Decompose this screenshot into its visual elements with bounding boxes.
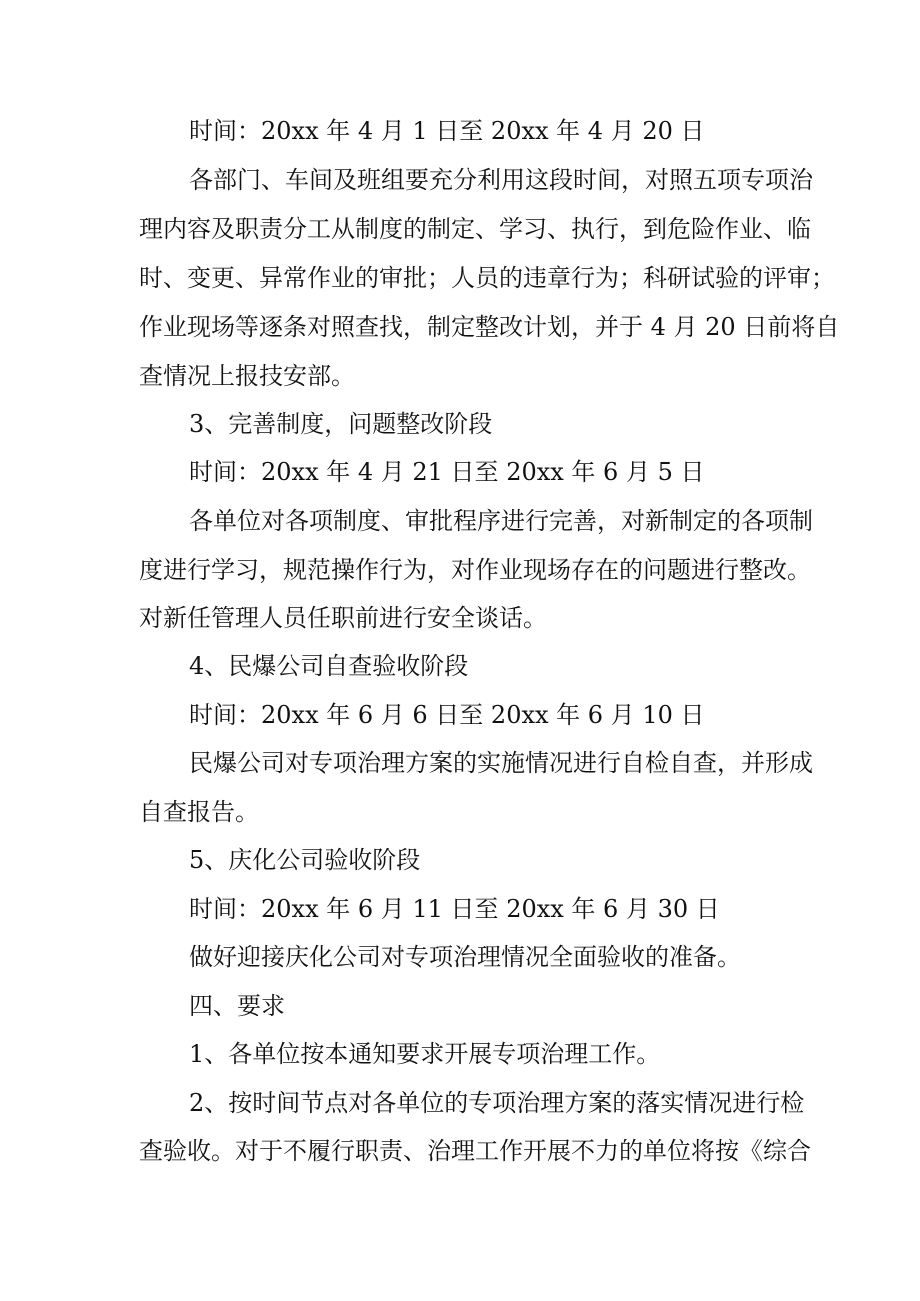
text-line: 查情况上报技安部。 [139, 362, 355, 390]
list-item-2: 2、按时间节点对各单位的专项治理方案的落实情况进行检 [189, 1089, 805, 1117]
text-line: 查验收。对于不履行职责、治理工作开展不力的单位将按《综合 [139, 1137, 811, 1165]
text-line: 作业现场等逐条对照查找，制定整改计划，并于 4 月 20 日前将自 [139, 313, 840, 341]
text-line-paragraph-start: 民爆公司对专项治理方案的实施情况进行自检自查，并形成 [189, 749, 813, 777]
text-line: 对新任管理人员任职前进行安全谈话。 [139, 604, 547, 632]
text-line-paragraph-start: 各部门、车间及班组要充分利用这段时间，对照五项专项治 [189, 166, 813, 194]
text-line-timeframe-3: 时间：20xx 年 4 月 21 日至 20xx 年 6 月 5 日 [189, 458, 705, 486]
text-line-paragraph-start: 各单位对各项制度、审批程序进行完善，对新制定的各项制 [189, 507, 813, 535]
text-line-timeframe-1: 时间：20xx 年 4 月 1 日至 20xx 年 4 月 20 日 [189, 117, 705, 145]
section-heading-requirements: 四、要求 [189, 992, 285, 1020]
text-line: 时、变更、异常作业的审批；人员的违章行为；科研试验的评审； [139, 264, 835, 292]
section-heading-3: 3、完善制度，问题整改阶段 [189, 410, 493, 438]
text-line: 度进行学习，规范操作行为，对作业现场存在的问题进行整改。 [139, 556, 811, 584]
text-line: 自查报告。 [139, 798, 259, 826]
section-heading-5: 5、庆化公司验收阶段 [189, 846, 421, 874]
text-line-timeframe-5: 时间：20xx 年 6 月 11 日至 20xx 年 6 月 30 日 [189, 895, 720, 923]
text-line-paragraph-start: 做好迎接庆化公司对专项治理情况全面验收的准备。 [189, 943, 741, 971]
text-line: 理内容及职责分工从制度的制定、学习、执行，到危险作业、临 [139, 215, 811, 243]
section-heading-4: 4、民爆公司自查验收阶段 [189, 652, 469, 680]
list-item-1: 1、各单位按本通知要求开展专项治理工作。 [189, 1040, 661, 1068]
text-line-timeframe-4: 时间：20xx 年 6 月 6 日至 20xx 年 6 月 10 日 [189, 701, 705, 729]
